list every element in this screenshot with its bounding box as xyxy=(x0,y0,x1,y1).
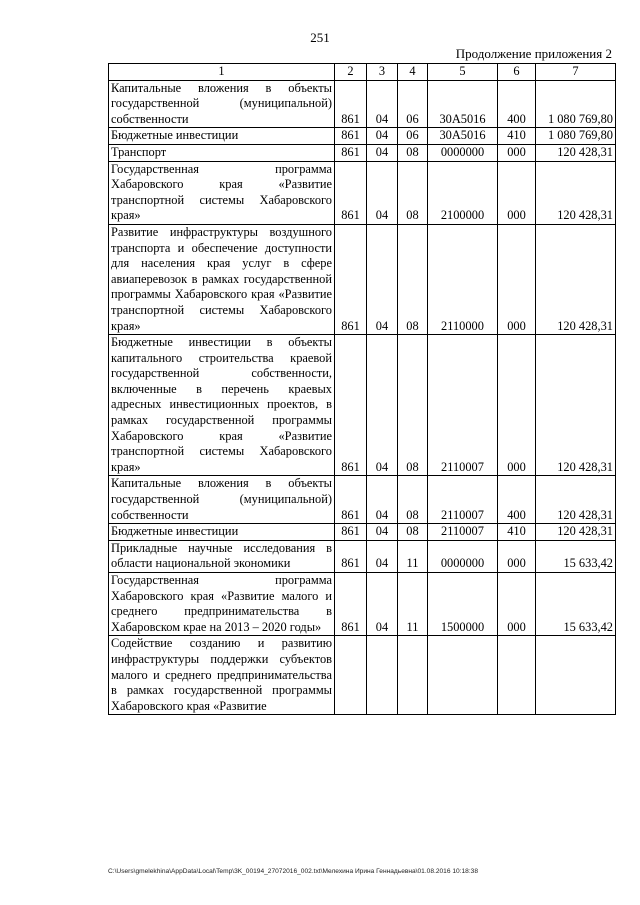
table-row xyxy=(109,524,616,541)
ministry-code: 861 xyxy=(335,161,367,224)
section-code: 04 xyxy=(367,573,398,636)
expense-type-code: 410 xyxy=(498,128,536,145)
amount: 120 428,31 xyxy=(536,335,616,476)
amount: 120 428,31 xyxy=(536,224,616,334)
target-article-code: 2110007 xyxy=(428,476,498,524)
target-article-code: 2110000 xyxy=(428,224,498,334)
section-code: 04 xyxy=(367,476,398,524)
ministry-code: 861 xyxy=(335,80,367,128)
item-name: Развитие инфраструктуры воздушного транспорта и обеспечение доступности для населения края услуг в сфере авиаперевозок в рамках государственной программы Хабаровского края «Развитие транспортной системы Хабаровского края» xyxy=(109,224,335,334)
table-header-row xyxy=(109,64,616,81)
expense-type-code: 400 xyxy=(498,80,536,128)
amount: 1 080 769,80 xyxy=(536,128,616,145)
table-row xyxy=(109,224,616,334)
target-article-code: 30А5016 xyxy=(428,80,498,128)
ministry-code: 861 xyxy=(335,144,367,161)
table-row xyxy=(109,80,616,128)
section-code xyxy=(367,636,398,715)
ministry-code: 861 xyxy=(335,573,367,636)
item-name: Бюджетные инвестиции в объекты капитального строительства краевой государственной собственности, включенные в перечень краевых адресных инвестиционных проектов, в рамках государственной программы Хабаровского края «Развитие транспортной системы Хабаровского края» xyxy=(109,335,335,476)
section-code: 04 xyxy=(367,540,398,572)
amount: 120 428,31 xyxy=(536,161,616,224)
expense-type-code: 400 xyxy=(498,476,536,524)
section-code: 04 xyxy=(367,80,398,128)
target-article-code xyxy=(428,636,498,715)
expense-type-code: 000 xyxy=(498,573,536,636)
expense-type-code: 000 xyxy=(498,224,536,334)
expense-type-code: 000 xyxy=(498,335,536,476)
item-name: Капитальные вложения в объекты государственной (муниципальной) собственности xyxy=(109,80,335,128)
target-article-code: 0000000 xyxy=(428,540,498,572)
subsection-code: 08 xyxy=(398,524,428,541)
subsection-code: 08 xyxy=(398,144,428,161)
section-code: 04 xyxy=(367,335,398,476)
ministry-code: 861 xyxy=(335,128,367,145)
amount: 120 428,31 xyxy=(536,476,616,524)
item-name: Бюджетные инвестиции xyxy=(109,128,335,145)
header-cell: 3 xyxy=(367,64,398,81)
ministry-code: 861 xyxy=(335,476,367,524)
subsection-code: 11 xyxy=(398,540,428,572)
header-cell: 6 xyxy=(498,64,536,81)
amount: 120 428,31 xyxy=(536,524,616,541)
item-name: Бюджетные инвестиции xyxy=(109,524,335,541)
subsection-code: 08 xyxy=(398,335,428,476)
table-row xyxy=(109,636,616,715)
header-cell: 7 xyxy=(536,64,616,81)
subsection-code: 08 xyxy=(398,161,428,224)
amount xyxy=(536,636,616,715)
subsection-code: 06 xyxy=(398,80,428,128)
table-row xyxy=(109,476,616,524)
item-name: Государственная программа Хабаровского края «Развитие малого и среднего предпринимательства в Хабаровском крае на 2013 – 2020 годы» xyxy=(109,573,335,636)
ministry-code: 861 xyxy=(335,224,367,334)
subsection-code: 08 xyxy=(398,476,428,524)
table-row xyxy=(109,335,616,476)
expense-type-code: 000 xyxy=(498,161,536,224)
ministry-code: 861 xyxy=(335,335,367,476)
expense-type-code: 000 xyxy=(498,540,536,572)
page-number: 251 xyxy=(310,30,330,45)
subsection-code xyxy=(398,636,428,715)
item-name: Транспорт xyxy=(109,144,335,161)
section-code: 04 xyxy=(367,161,398,224)
section-code: 04 xyxy=(367,524,398,541)
table-row xyxy=(109,144,616,161)
budget-table xyxy=(108,63,616,715)
section-code: 04 xyxy=(367,128,398,145)
amount: 1 080 769,80 xyxy=(536,80,616,128)
target-article-code: 1500000 xyxy=(428,573,498,636)
section-code: 04 xyxy=(367,224,398,334)
table-row xyxy=(109,161,616,224)
ministry-code: 861 xyxy=(335,540,367,572)
expense-type-code: 000 xyxy=(498,144,536,161)
table-row xyxy=(109,128,616,145)
ministry-code: 861 xyxy=(335,524,367,541)
item-name: Содействие созданию и развитию инфраструктуры поддержки субъектов малого и среднего предпринимательства в рамках государственной программы Хабаровского края «Развитие xyxy=(109,636,335,715)
target-article-code: 0000000 xyxy=(428,144,498,161)
amount: 15 633,42 xyxy=(536,540,616,572)
table-row xyxy=(109,540,616,572)
file-path-footer: C:\Users\gmelekhina\AppData\Local\Temp\3K_00194_27072016_002.txt\Мелехина Ирина Геннадьевна\01.08.2016 10:18:38 xyxy=(108,868,479,875)
header-cell: 4 xyxy=(398,64,428,81)
expense-type-code xyxy=(498,636,536,715)
subsection-code: 11 xyxy=(398,573,428,636)
amount: 15 633,42 xyxy=(536,573,616,636)
amount: 120 428,31 xyxy=(536,144,616,161)
subsection-code: 08 xyxy=(398,224,428,334)
target-article-code: 2110007 xyxy=(428,524,498,541)
target-article-code: 30А5016 xyxy=(428,128,498,145)
item-name: Капитальные вложения в объекты государственной (муниципальной) собственности xyxy=(109,476,335,524)
header-cell: 5 xyxy=(428,64,498,81)
ministry-code xyxy=(335,636,367,715)
target-article-code: 2100000 xyxy=(428,161,498,224)
item-name: Государственная программа Хабаровского края «Развитие транспортной системы Хабаровского края» xyxy=(109,161,335,224)
expense-type-code: 410 xyxy=(498,524,536,541)
header-cell: 2 xyxy=(335,64,367,81)
table-row xyxy=(109,573,616,636)
continuation-label: Продолжение приложения 2 xyxy=(455,46,612,61)
target-article-code: 2110007 xyxy=(428,335,498,476)
item-name: Прикладные научные исследования в области национальной экономики xyxy=(109,540,335,572)
section-code: 04 xyxy=(367,144,398,161)
subsection-code: 06 xyxy=(398,128,428,145)
header-cell: 1 xyxy=(109,64,335,81)
